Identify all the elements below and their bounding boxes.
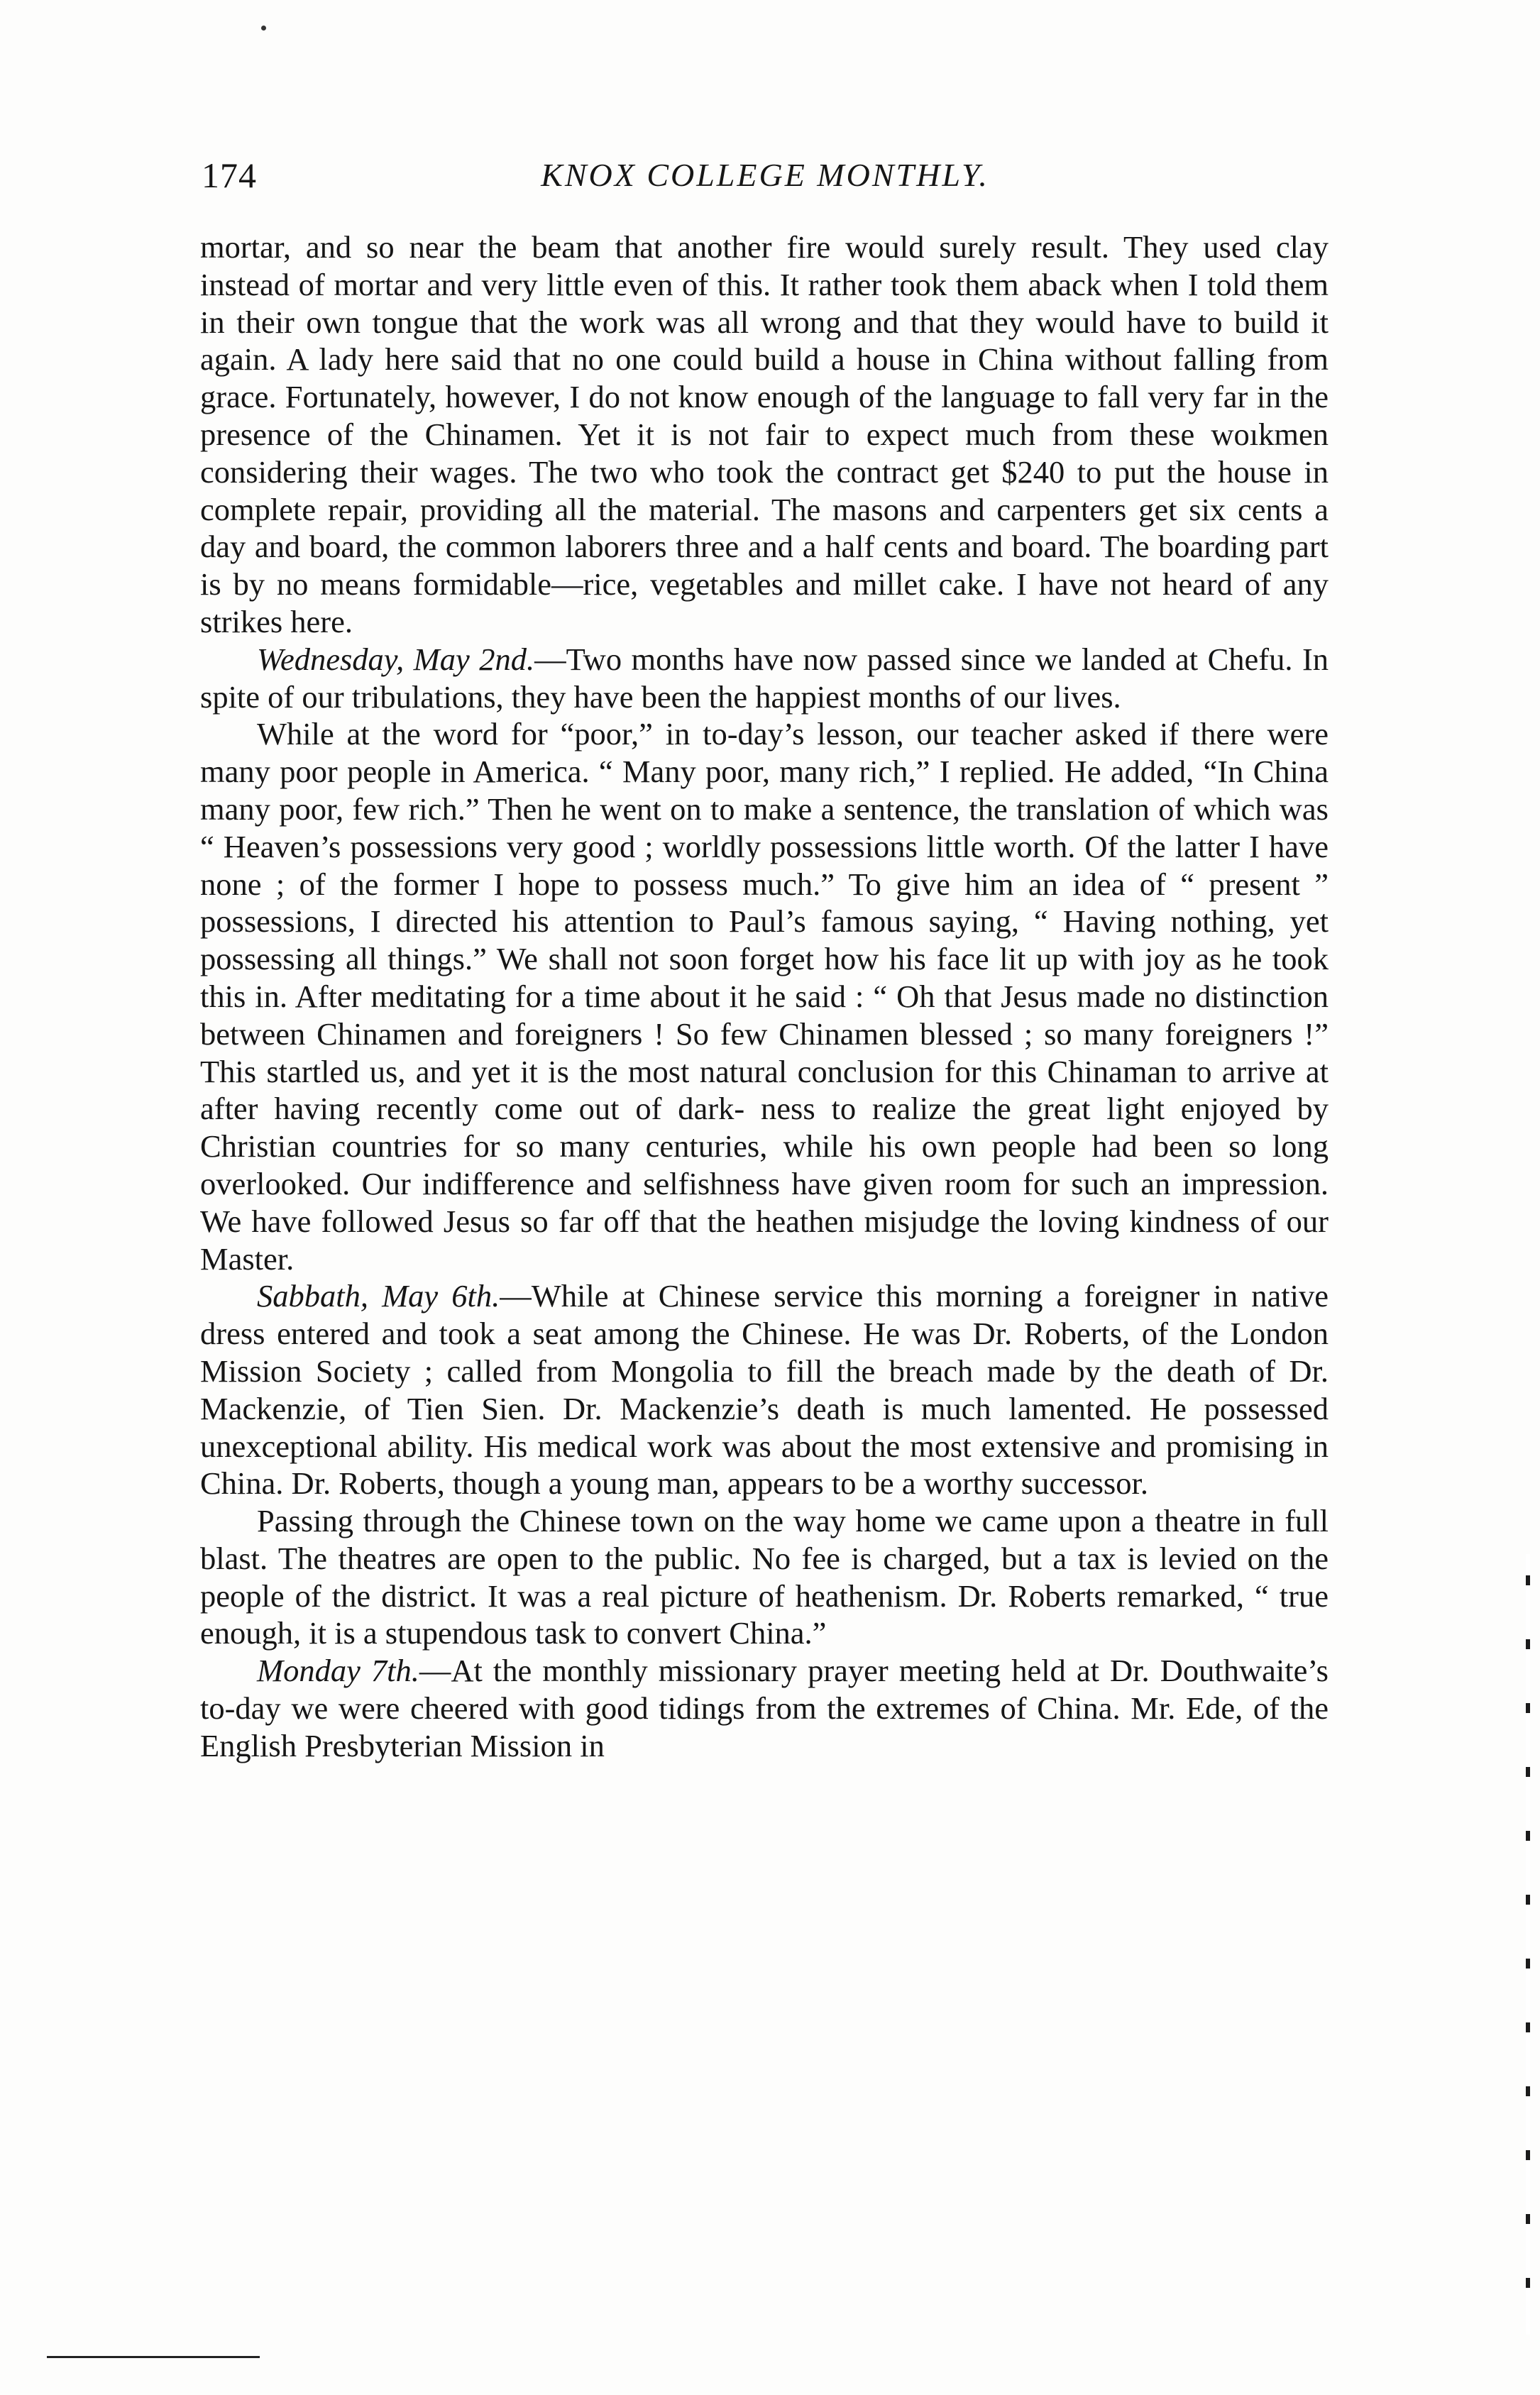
entry-date: Monday 7th. <box>257 1653 419 1689</box>
paragraph-text: mortar, and so near the beam that another fire would surely result. They used clay instead of mortar and very little even of this. It rather took them aback when I told them in their own tongue that the work was all wrong and that they would have to build it again. A lady here said that no one could build a house in China without falling from grace. Fortunately, however, I do not know enough of the language to fall very far in the presence of the Chinamen. Yet it is not fair to expect much from these woıkmen considering their wages. The two who took the contract get $240 to put the house in complete repair, providing all the material. The masons and carpenters get six cents a day and board, the common laborers three and a half cents and board. The boarding part is by no means formidable—rice, vegetables and millet cake. I have not heard of any strikes here. <box>200 229 1329 639</box>
scan-edge-marks <box>1526 1554 1530 2335</box>
article-body <box>200 229 1329 1765</box>
paragraph-text: —At the monthly missionary prayer meeting held at Dr. Douthwaite’s to-day we were cheered with good tidings from the extremes of China. Mr. Ede, of the English Presbyterian Mission in <box>200 1653 1329 1763</box>
paragraph-text: —While at Chinese service this morning a foreigner in native dress entered and took a seat among the Chinese. He was Dr. Roberts, of the London Mission Society ; called from Mongolia to fill the breach made by the death of Dr. Mackenzie, of Tien Sien. Dr. Mackenzie’s death is much lamented. He possessed unexceptional ability. His medical work was about the most extensive and promising in China. Dr. Roberts, though a young man, appears to be a worthy successor. <box>200 1278 1329 1502</box>
paragraph-continued <box>200 229 1329 641</box>
paragraph-text: —Two months have now passed since we landed at Chefu. In spite of our tribulations, they have been the happiest months of our lives. <box>200 641 1329 715</box>
entry-date: Sabbath, May 6th. <box>257 1278 500 1314</box>
paragraph-text: While at the word for “poor,” in to-day’s lesson, our teacher asked if there were many poor people in America. “ Many poor, many rich,” I replied. He added, “In China many poor, few rich.” Then he went on to make a sentence, the translation of which was “ Heaven’s possessions very good ; worldly possessions little worth. Of the latter I have none ; of the former I hope to possess much.” To give him an idea of “ present ” possessions, I directed his attention to Paul’s famous saying, “ Having nothing, yet possessing all things.” We shall not soon forget how his face lit up with joy as he took this in. After meditating for a time about it he said : “ Oh that Jesus made no distinction between Chinamen and foreigners ! So few Chinamen blessed ; so many foreigners !” This startled us, and yet it is the most natural conclusion for this Chinaman to arrive at after having recently come out of dark- ness to realize the great light enjoyed by Christian countries for so many centuries, while his own people had been so long overlooked. Our indifference and selfishness have given room for such an impression. We have followed Jesus so far off that the heathen misjudge the loving kindness of our Master. <box>200 716 1329 1277</box>
page-number: 174 <box>202 155 257 195</box>
entry-date: Wednesday, May 2nd. <box>257 641 535 677</box>
diary-entry-may-2 <box>200 641 1329 716</box>
diary-entry-may-6 <box>200 1277 1329 1502</box>
paragraph-teacher-conversation <box>200 715 1329 1277</box>
bottom-rule <box>47 2356 260 2358</box>
paragraph-theatre <box>200 1502 1329 1652</box>
running-head <box>202 150 1329 200</box>
paragraph-text: Passing through the Chinese town on the way home we came upon a theatre in full blast. The theatres are open to the public. No fee is charged, but a tax is levied on the people of the district. It was a real picture of heathenism. Dr. Roberts remarked, “ true enough, it is a stupendous task to convert China.” <box>200 1503 1329 1651</box>
ink-speck <box>261 26 266 31</box>
journal-title: KNOX COLLEGE MONTHLY. <box>541 157 989 193</box>
diary-entry-monday-7 <box>200 1652 1329 1764</box>
